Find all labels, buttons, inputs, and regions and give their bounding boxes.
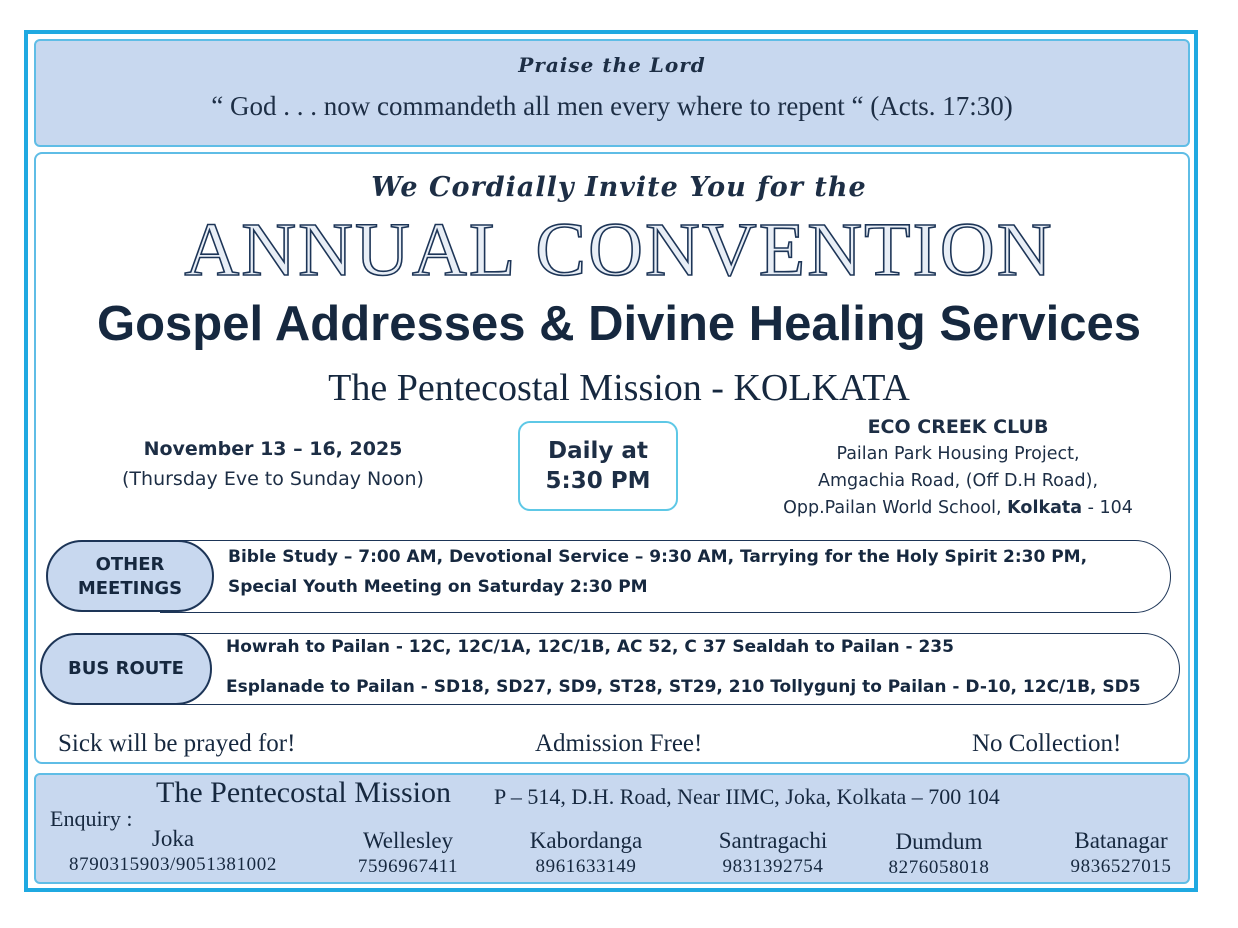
contact-phone: 7596967411 xyxy=(357,856,459,877)
contact-batanagar xyxy=(1052,828,1190,878)
contact-phone: 9831392754 xyxy=(722,856,824,877)
venue-line3-pre: Opp.Pailan World School, xyxy=(783,498,1008,518)
contact-name: Wellesley xyxy=(362,828,454,853)
contact-name: Batanagar xyxy=(1074,828,1168,853)
bus-route-label: BUS ROUTE xyxy=(40,633,212,705)
date-range: November 13 – 16, 2025 xyxy=(143,438,403,460)
contact-phone: 8276058018 xyxy=(888,857,990,878)
contact-name: Dumdum xyxy=(895,829,983,854)
invite-line: We Cordially Invite You for the xyxy=(371,172,867,203)
contact-dumdum xyxy=(868,829,1010,879)
other-meetings-line2: Special Youth Meeting on Saturday 2:30 PM xyxy=(228,577,648,597)
tagline-sick: Sick will be prayed for! xyxy=(58,730,296,757)
contact-phone: 8961633149 xyxy=(535,856,637,877)
tagline-collection: No Collection! xyxy=(972,730,1122,757)
other-meetings-label-line2: MEETINGS xyxy=(77,578,183,599)
event-subtitle: Gospel Addresses & Divine Healing Services xyxy=(97,297,1141,351)
praise-heading: Praise the Lord xyxy=(518,53,706,77)
contact-santragachi xyxy=(700,828,846,878)
venue-line1: Pailan Park Housing Project, xyxy=(836,444,1080,464)
footer-mission-name: The Pentecostal Mission xyxy=(156,776,451,809)
scripture-verse: “ God . . . now commandeth all men every where to repent “ (Acts. 17:30) xyxy=(211,91,1013,121)
tagline-admission: Admission Free! xyxy=(535,730,703,757)
footer-address: P – 514, D.H. Road, Near IIMC, Joka, Kolkata – 700 104 xyxy=(494,784,1000,809)
contact-name: Santragachi xyxy=(718,828,828,853)
venue-city: Kolkata xyxy=(1007,498,1083,518)
other-meetings-label xyxy=(46,540,214,612)
other-meetings-label-line1: OTHER xyxy=(95,554,165,575)
contact-name: Joka xyxy=(151,826,195,851)
other-meetings-line1: Bible Study – 7:00 AM, Devotional Service – 9:30 AM, Tarrying for the Holy Spirit 2:30 PM, xyxy=(228,547,1088,567)
contact-kabordanga xyxy=(508,828,664,878)
contact-phone: 9836527015 xyxy=(1070,856,1172,877)
bus-route-line1: Howrah to Pailan - 12C, 12C/1A, 12C/1B, AC 52, C 37 Sealdah to Pailan - 235 xyxy=(226,637,954,657)
event-title: ANNUAL CONVENTION xyxy=(184,208,1054,292)
venue-name: ECO CREEK CLUB xyxy=(867,416,1049,438)
organizer-name: The Pentecostal Mission - KOLKATA xyxy=(328,367,910,409)
venue-block xyxy=(752,414,1164,522)
contact-phone: 8790315903/9051381002 xyxy=(69,854,277,875)
contact-wellesley xyxy=(338,828,478,878)
scripture-banner xyxy=(34,39,1190,147)
enquiry-label: Enquiry : xyxy=(50,806,133,831)
date-note: (Thursday Eve to Sunday Noon) xyxy=(122,468,424,490)
daily-time-box xyxy=(518,421,678,511)
daily-label: Daily at xyxy=(548,438,648,464)
bus-route-line2: Esplanade to Pailan - SD18, SD27, SD9, ST28, ST29, 210 Tollygunj to Pailan - D-10, 12C/1B, SD5 xyxy=(226,677,1141,697)
contact-name: Kabordanga xyxy=(529,828,643,853)
venue-line2: Amgachia Road, (Off D.H Road), xyxy=(817,471,1099,491)
daily-time: 5:30 PM xyxy=(545,468,651,494)
venue-line3-post: - 104 xyxy=(1082,498,1133,518)
venue-line3 xyxy=(752,495,1164,522)
contact-joka xyxy=(42,826,304,876)
event-dates xyxy=(90,438,456,490)
